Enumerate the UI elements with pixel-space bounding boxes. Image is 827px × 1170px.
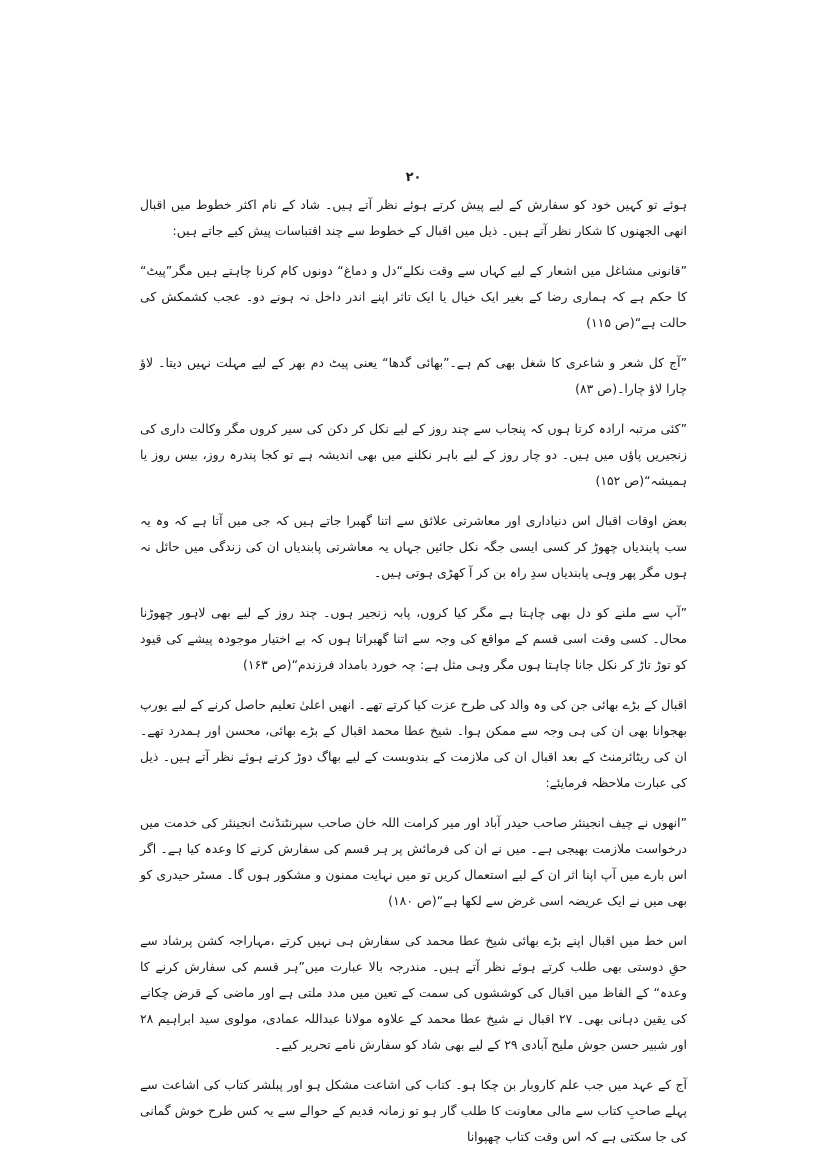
prose-paragraph: اس خط میں اقبال اپنے بڑے بھائی شیخ عطا محمد کی سفارش ہی نہیں کرتے ،مہاراجہ کشن پرشاد سے حقِ دوستی بھی طلب کرتے ہوئے نظر آتے ہیں۔ مندرجہ بالا عبارت میں”ہر قسم کی سفارش کرنے کا وعدہ“ کے الفاظ میں اقبال کی کوششوں کی سمت کے تعین میں مدد ملتی ہے اور ماضی کے قرض چکانے کی یقین دہانی بھی۔ ۲۷ اقبال نے شیخ عطا محمد کے علاوہ مولانا عبداللہ عمادی، مولوی سید ابراہیم ۲۸ اور شبیر حسن جوش ملیح آبادی ۲۹ کے لیے بھی شاد کو سفارش نامے تحریر کیے۔ [140,933,687,1052]
prose-paragraph: آج کے عہد میں جب علم کاروبار بن چکا ہو۔ کتاب کی اشاعت مشکل ہو اور پبلشر کتاب کی اشاعت سے پہلے صاحبِ کتاب سے مالی معاونت کا طلب گار ہو تو زمانہ قدیم کے حوالے سے یہ کس طرح خوش گمانی کی جا سکتی ہے کہ اس وقت کتاب چھپوانا [140,1077,687,1144]
prose-paragraph: بعض اوقات اقبال اس دنیاداری اور معاشرتی علائق سے اتنا گھبرا جاتے ہیں کہ جی میں آتا ہے کہ وہ یہ سب پابندیاں چھوڑ کر کسی ایسی جگہ نکل جائیں جہاں یہ معاشرتی پابندیاں ان کی زندگی میں حائل نہ ہوں مگر پھر وہی پابندیاں سدِ راہ بن کر آ کھڑی ہوتی ہیں۔ [140,513,687,580]
body-text [140,192,687,1164]
quote-paragraph: ”آج کل شعر و شاعری کا شغل بھی کم ہے۔”بھائی گدھا“ یعنی پیٹ دم بھر کے لیے مہلت نہیں دیتا۔ لاؤ چارا لاؤ چارا۔(ص ۸۳) [140,355,687,396]
prose-paragraph: اقبال کے بڑے بھائی جن کی وہ والد کی طرح عزت کیا کرتے تھے۔ انھیں اعلیٰ تعلیم حاصل کرنے کے لیے یورپ بھجوانا بھی ان کی ہی وجہ سے ممکن ہوا۔ شیخ عطا محمد اقبال کے بڑے بھائی، محسن اور ہمدرد تھے۔ ان کی ریٹائرمنٹ کے بعد اقبال ان کی ملازمت کے بندوبست کے لیے بھاگ دوڑ کرتے ہوئے نظر آتے ہیں۔ ذیل کی عبارت ملاحظہ فرمایئے: [140,697,687,790]
quote-paragraph: ”انھوں نے چیف انجینئر صاحب حیدر آباد اور میر کرامت اللہ خان صاحب سپرنٹنڈنٹ انجینئر کی خدمت میں درخواست ملازمت بھیجی ہے۔ میں نے ان کی فرمائش پر ہر قسم کی سفارش کرنے کا وعدہ کیا ہے۔ اگر اس بارے میں آپ اپنا اثر ان کے لیے استعمال کریں تو میں نہایت ممنون و مشکور ہوں گا۔ مسٹر حیدری کو بھی میں نے ایک عریضہ اسی غرض سے لکھا ہے“(ص ۱۸۰) [140,815,687,908]
quote-paragraph: ”آپ سے ملنے کو دل بھی چاہتا ہے مگر کیا کروں، پابہ زنجیر ہوں۔ چند روز کے لیے بھی لاہور چھوڑنا محال۔ کسی وقت اسی قسم کے مواقع کی وجہ سے اتنا گھبراتا ہوں کہ بے اختیار موجودہ پیشے کی قیود کو توڑ تاڑ کر نکل جانا چاہتا ہوں مگر وہی مثل ہے: چہ خورد بامداد فرزندم“(ص ۱۶۳) [140,605,687,672]
paragraph-intro: ہوئے تو کہیں خود کو سفارش کے لیے پیش کرتے ہوئے نظر آتے ہیں۔ شاد کے نام اکثر خطوط میں اقبال انھی الجھنوں کا شکار نظر آتے ہیں۔ ذیل میں اقبال کے خطوط سے چند اقتباسات پیش کیے جاتے ہیں: [140,197,687,238]
quote-paragraph: ”قانونی مشاغل میں اشعار کے لیے کہاں سے وقت نکلے“دل و دماغ“ دونوں کام کرنا چاہتے ہیں مگر”پیٹ“ کا حکم ہے کہ ہماری رضا کے بغیر ایک خیال یا ایک تاثر اپنے اندر داخل نہ ہونے دو۔ عجب کشمکش کی حالت ہے“(ص ۱۱۵) [140,263,687,330]
quote-paragraph: ”کئی مرتبہ ارادہ کرتا ہوں کہ پنجاب سے چند روز کے لیے نکل کر دکن کی سیر کروں مگر وکالت داری کی زنجیریں پاؤں میں ہیں۔ دو چار روز کے لیے باہر نکلنے میں بھی اندیشہ ہے تو کجا پندرہ روز، بیس روز یا ہمیشہ“(ص ۱۵۲) [140,421,687,488]
page-number: ۲۰ [405,170,422,185]
